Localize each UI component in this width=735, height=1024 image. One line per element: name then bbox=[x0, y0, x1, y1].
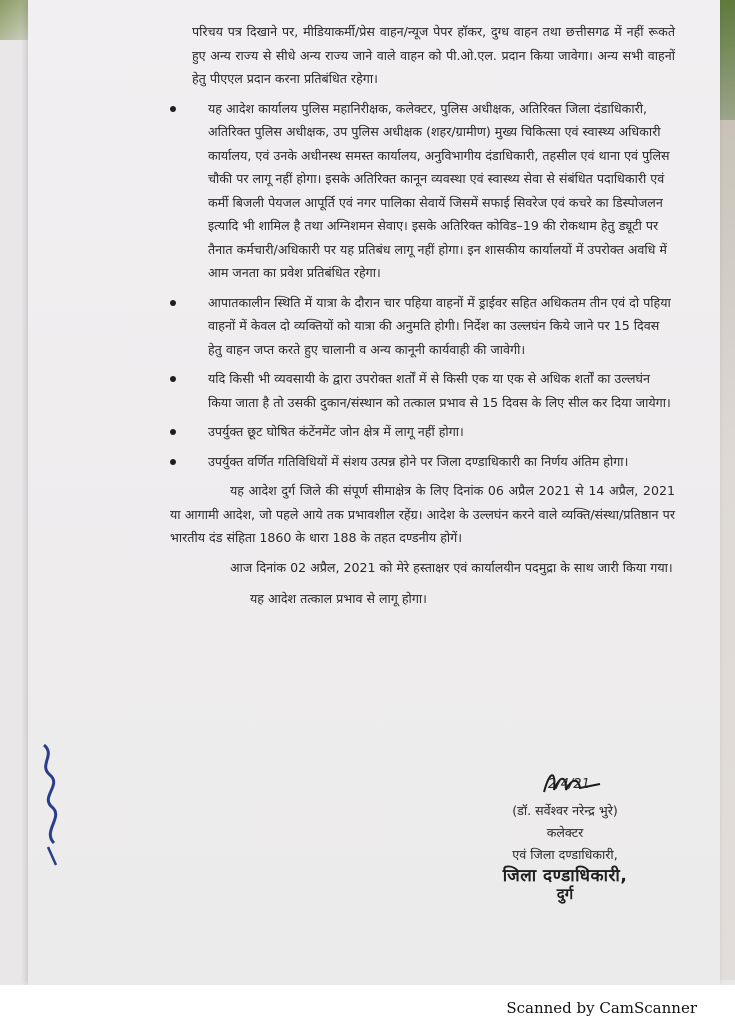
official-seal-place: दुर्ग bbox=[556, 885, 574, 903]
intro-paragraph: परिचय पत्र दिखाने पर, मीडियाकर्मी/प्रेस वाहन/न्यूज पेपर हॉकर, दुग्ध वाहन तथा छत्तीसगढ में नहीं रूकते हुए अन्य राज्य से सीधे अन्य राज्य जाने वाले वाहन को पी.ओ.एल. प्रदान किया जावेगा। अन्य सभी वाहनों हेतु पीएएल प्रदान करना प्रतिबंधित रहेगा। bbox=[192, 24, 675, 86]
bullet-icon bbox=[170, 459, 176, 465]
signatory-name: (डॉ. सर्वेश्वर नरेन्द्र भुरे) bbox=[512, 803, 618, 818]
signatory-title: कलेक्टर bbox=[546, 825, 584, 840]
list-item-text: उपर्युक्त छूट घोषित कंटेंनमेंट जोन क्षेत्र में लागू नहीं होगा। bbox=[208, 424, 464, 439]
signature-row bbox=[470, 766, 660, 800]
background-edge-right bbox=[719, 120, 735, 980]
signature-block bbox=[470, 766, 660, 902]
scanner-footer bbox=[0, 985, 735, 1024]
bullet-icon bbox=[170, 106, 176, 112]
list-item-text: यदि किसी भी व्यवसायी के द्वारा उपरोक्त शर्तों में से किसी एक या एक से अधिक शर्तों का उल्लघंन किया जाता है तो उसकी दुकान/संस्थान को तत्काल प्रभाव से 15 दिवस के लिए सील कर दिया जायेगा। bbox=[208, 371, 671, 410]
list-item bbox=[170, 450, 675, 474]
list-item-text: उपर्युक्त वर्णित गतिविधियों में संशय उत्पन्न होने पर जिला दण्डाधिकारी का निर्णय अंतिम होगा। bbox=[208, 453, 629, 469]
list-item bbox=[170, 420, 675, 444]
background-edge-left bbox=[0, 0, 30, 40]
list-item-text: आपातकालीन स्थिति में यात्रा के दौरान चार पहिया वाहनों में ड्राईवर सहित अधिकतम तीन एवं दो पहिया वाहनों में केवल दो व्यक्तियों को यात्रा की अनुमति होगी। निर्देश का उल्लघंन किये जाने पर 15 दिवस हेतु वाहन जप्त करते हुए चालानी व अन्य कानूनी कार्यवाही की जावेगी। bbox=[208, 294, 671, 357]
signature-date: 2/4/21 bbox=[548, 777, 590, 792]
list-item-text: यह आदेश कार्यालय पुलिस महानिरीक्षक, कलेक्टर, पुलिस अधीक्षक, अतिरिक्त जिला दंडाधिकारी, अतिरिक्त पुलिस अधीक्षक, उप पुलिस अधीक्षक (शहर/ग्रामीण) मुख्य चिकित्सा एवं स्वास्थ्य अधिकारी कार्यालय, एवं उनके अधीनस्थ समस्त कार्यालय, अनुविभागीय दंडाधिकारी, तहसील एवं थाना एवं पुलिस चौकी पर लागू नहीं होगा। इसके अतिरिक्त कानून व्यवस्था एवं स्वास्थ्य सेवा से संबंधित पदाधिकारी एवं कर्मी बिजली पेयजल आपूर्ति एवं नगर पालिका सेवायें जिसमें सफाई सिवरेज एवं कचरे का डिस्पोजलन इत्यादि भी शामिल है तथा अग्निशमन सेवाए। इसके अतिरिक्त कोविड–19 की रोकथाम हेतु ड्यूटी पर तैनात कर्मचारी/अधिकारी पर यह प्रतिबंध लागू नहीं होगा। इन शासकीय कार्यालयों में उपरोक्त अवधि में आम जनता का प्रवेश प्रतिबंधित रहेगा। bbox=[208, 100, 670, 280]
list-item bbox=[170, 97, 675, 285]
ink-mark-icon bbox=[34, 735, 70, 875]
order-paragraph: यह आदेश दुर्ग जिले की संपूर्ण सीमाक्षेत्र के लिए दिनांक 06 अप्रैल 2021 से 14 अप्रैल, 2021 या आगामी आदेश, जो पहले आये तक प्रभावशील रहेंग्र। आदेश के उल्लघंन करने वाले व्यक्ति/संस्था/प्रतिष्ठान पर भारतीय दंड संहिता 1860 के धारा 188 के तहत दण्डनीय होगें। bbox=[170, 483, 675, 545]
bullet-icon bbox=[170, 376, 176, 382]
issue-paragraph: आज दिनांक 02 अप्रैल, 2021 को मेरे हस्ताक्षर एवं कार्यालयीन पदमुद्रा के साथ जारी किया गया। bbox=[230, 559, 673, 575]
effect-line: यह आदेश तत्काल प्रभाव से लागू होगा। bbox=[250, 591, 427, 606]
list-item bbox=[170, 367, 675, 414]
scanner-watermark: Scanned by CamScanner bbox=[506, 999, 697, 1017]
list-item bbox=[170, 291, 675, 362]
document-body bbox=[170, 20, 675, 611]
conditions-list bbox=[170, 97, 675, 474]
signatory-title-2: एवं जिला दण्डाधिकारी, bbox=[512, 847, 618, 862]
official-seal-text: जिला दण्डाधिकारी, bbox=[502, 866, 628, 886]
bullet-icon bbox=[170, 300, 176, 306]
bullet-icon bbox=[170, 429, 176, 435]
